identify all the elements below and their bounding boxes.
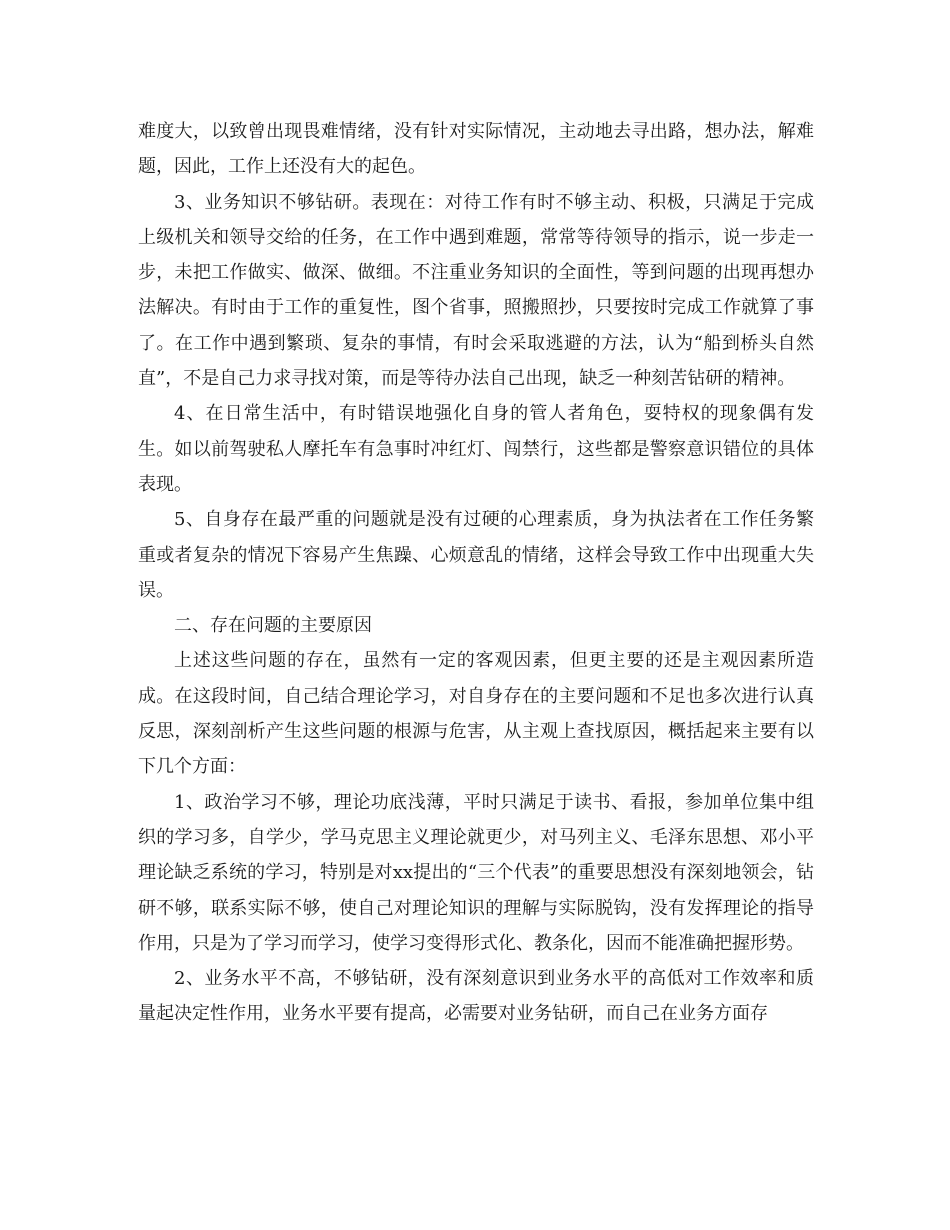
paragraph-1: 难度大，以致曾出现畏难情绪，没有针对实际情况，主动地去寻出路，想办法，解难题，因此，工作上还没有大的起色。 <box>138 121 814 178</box>
paragraph-6: 1、政治学习不够，理论功底浅薄，平时只满足于读书、看报，参加单位集中组织的学习多，自学少，学马克思主义理论就更少，对马列主义、毛泽东思想、邓小平理论缺乏系统的学习，特别是对xx提出的“三个代表”的重要思想没有深刻地领会，钻研不够，联系实际不够，使自己对理论知识的理解与实际脱钩，没有发挥理论的指导作用，只是为了学习而学习，使学习变得形式化、教条化，因而不能准确把握形势。 <box>138 791 814 954</box>
paragraph-4: 5、自身存在最严重的问题就是没有过硬的心理素质，身为执法者在工作任务繁重或者复杂的情况下容易产生焦躁、心烦意乱的情绪，这样会导致工作中出现重大失误。 <box>138 509 814 601</box>
document-page <box>138 114 814 1032</box>
paragraph-7: 2、业务水平不高，不够钻研，没有深刻意识到业务水平的高低对工作效率和质量起决定性作用，业务水平要有提高，必需要对业务钻研，而自己在业务方面存 <box>138 968 814 1025</box>
section-heading: 二、存在问题的主要原因 <box>174 615 372 637</box>
paragraph-5: 上述这些问题的存在，虽然有一定的客观因素，但更主要的还是主观因素所造成。在这段时间，自己结合理论学习，对自身存在的主要问题和不足也多次进行认真反思，深刻剖析产生这些问题的根源与危害，从主观上查找原因，概括起来主要有以下几个方面： <box>138 650 814 778</box>
paragraph-3: 4、在日常生活中，有时错误地强化自身的管人者角色，耍特权的现象偶有发生。如以前驾驶私人摩托车有急事时冲红灯、闯禁行，这些都是警察意识错位的具体表现。 <box>138 403 814 495</box>
paragraph-2: 3、业务知识不够钻研。表现在：对待工作有时不够主动、积极，只满足于完成上级机关和领导交给的任务，在工作中遇到难题，常常等待领导的指示，说一步走一步，未把工作做实、做深、做细。不注重业务知识的全面性，等到问题的出现再想办法解决。有时由于工作的重复性，图个省事，照搬照抄，只要按时完成工作就算了事了。在工作中遇到繁琐、复杂的事情，有时会采取逃避的方法，认为“船到桥头自然直”，不是自己力求寻找对策，而是等待办法自己出现，缺乏一种刻苦钻研的精神。 <box>138 191 814 390</box>
